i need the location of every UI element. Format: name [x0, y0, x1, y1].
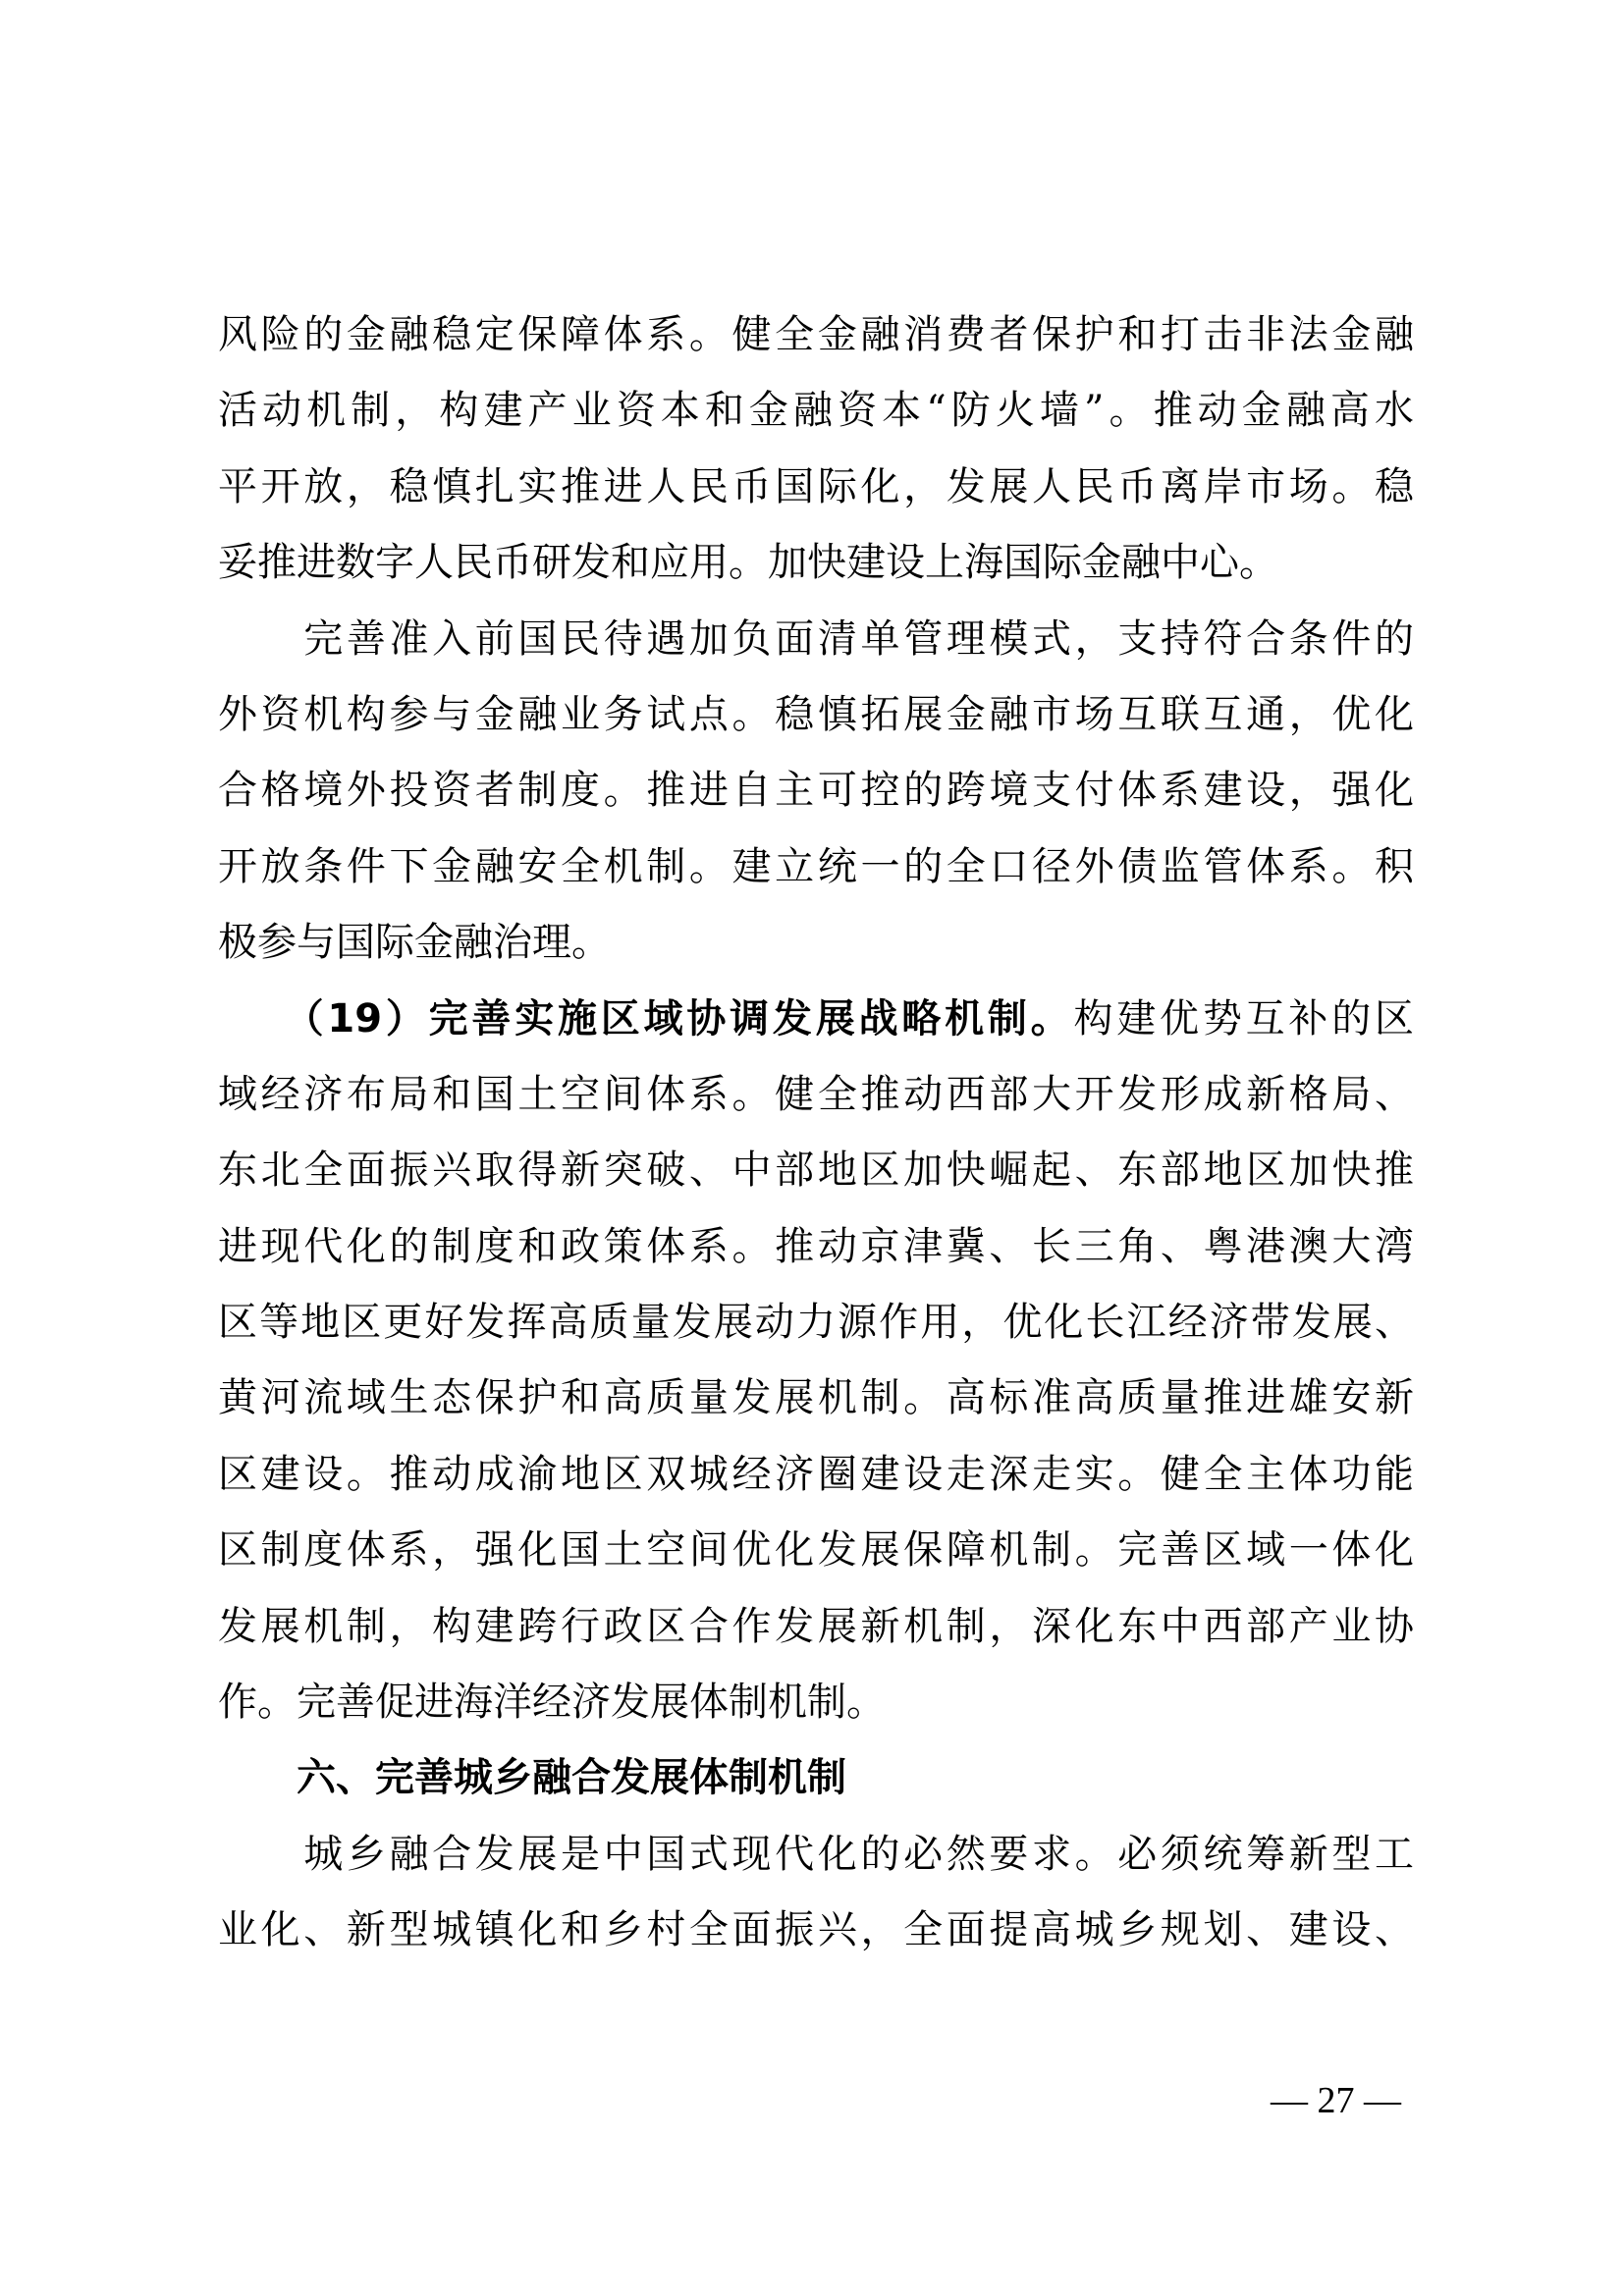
- document-body: [218, 297, 1414, 1969]
- text-line: 业化、新型城镇化和乡村全面振兴，全面提高城乡规划、建设、: [218, 1907, 1414, 1953]
- paragraph-19-first-rest: 构建优势互补的区: [1073, 995, 1414, 1041]
- text-line: 东北全面振兴取得新突破、中部地区加快崛起、东部地区加快推: [218, 1148, 1414, 1194]
- text-line: 完善准入前国民待遇加负面清单管理模式，支持符合条件的: [218, 615, 1414, 662]
- text-line: 极参与国际金融治理。: [218, 920, 611, 966]
- text-line: 活动机制，构建产业资本和金融资本“防火墙”。推动金融高水: [218, 388, 1414, 434]
- text-line: 区建设。推动成渝地区双城经济圈建设走深走实。健全主体功能: [218, 1451, 1414, 1497]
- paragraph-19-first-line: [218, 982, 1414, 1057]
- text-line: 风险的金融稳定保障体系。健全金融消费者保护和打击非法金融: [218, 312, 1414, 357]
- text-line: 外资机构参与金融业务试点。稳慎拓展金融市场互联互通，优化: [218, 691, 1414, 737]
- text-line: 发展机制，构建跨行政区合作发展新机制，深化东中西部产业协: [218, 1603, 1414, 1649]
- text-line: 黄河流域生态保护和高质量发展机制。高标准高质量推进雄安新: [218, 1375, 1414, 1421]
- text-line: 作。完善促进海洋经济发展体制机制。: [218, 1680, 886, 1726]
- text-line: 合格境外投资者制度。推进自主可控的跨境支付体系建设，强化: [218, 768, 1414, 814]
- text-line: 城乡融合发展是中国式现代化的必然要求。必须统筹新型工: [218, 1831, 1414, 1877]
- text-line: 进现代化的制度和政策体系。推动京津冀、长三角、粤港澳大湾: [218, 1223, 1414, 1269]
- text-line: 域经济布局和国土空间体系。健全推动西部大开发形成新格局、: [218, 1071, 1414, 1117]
- text-line: 开放条件下金融安全机制。建立统一的全口径外债监管体系。积: [218, 843, 1414, 889]
- page-number: — 27 —: [1271, 2080, 1401, 2121]
- paragraph-19-heading: （19）完善实施区域协调发展战略机制。: [218, 995, 1074, 1041]
- text-line: 区制度体系，强化国土空间优化发展保障机制。完善区域一体化: [218, 1527, 1414, 1574]
- text-line: 妥推进数字人民币研发和应用。加快建设上海国际金融中心。: [218, 540, 1278, 586]
- text-line: 区等地区更好发挥高质量发展动力源作用，优化长江经济带发展、: [218, 1300, 1414, 1346]
- text-line: 平开放，稳慎扎实推进人民币国际化，发展人民币离岸市场。稳: [218, 463, 1414, 509]
- section-heading: 六、完善城乡融合发展体制机制: [218, 1755, 846, 1801]
